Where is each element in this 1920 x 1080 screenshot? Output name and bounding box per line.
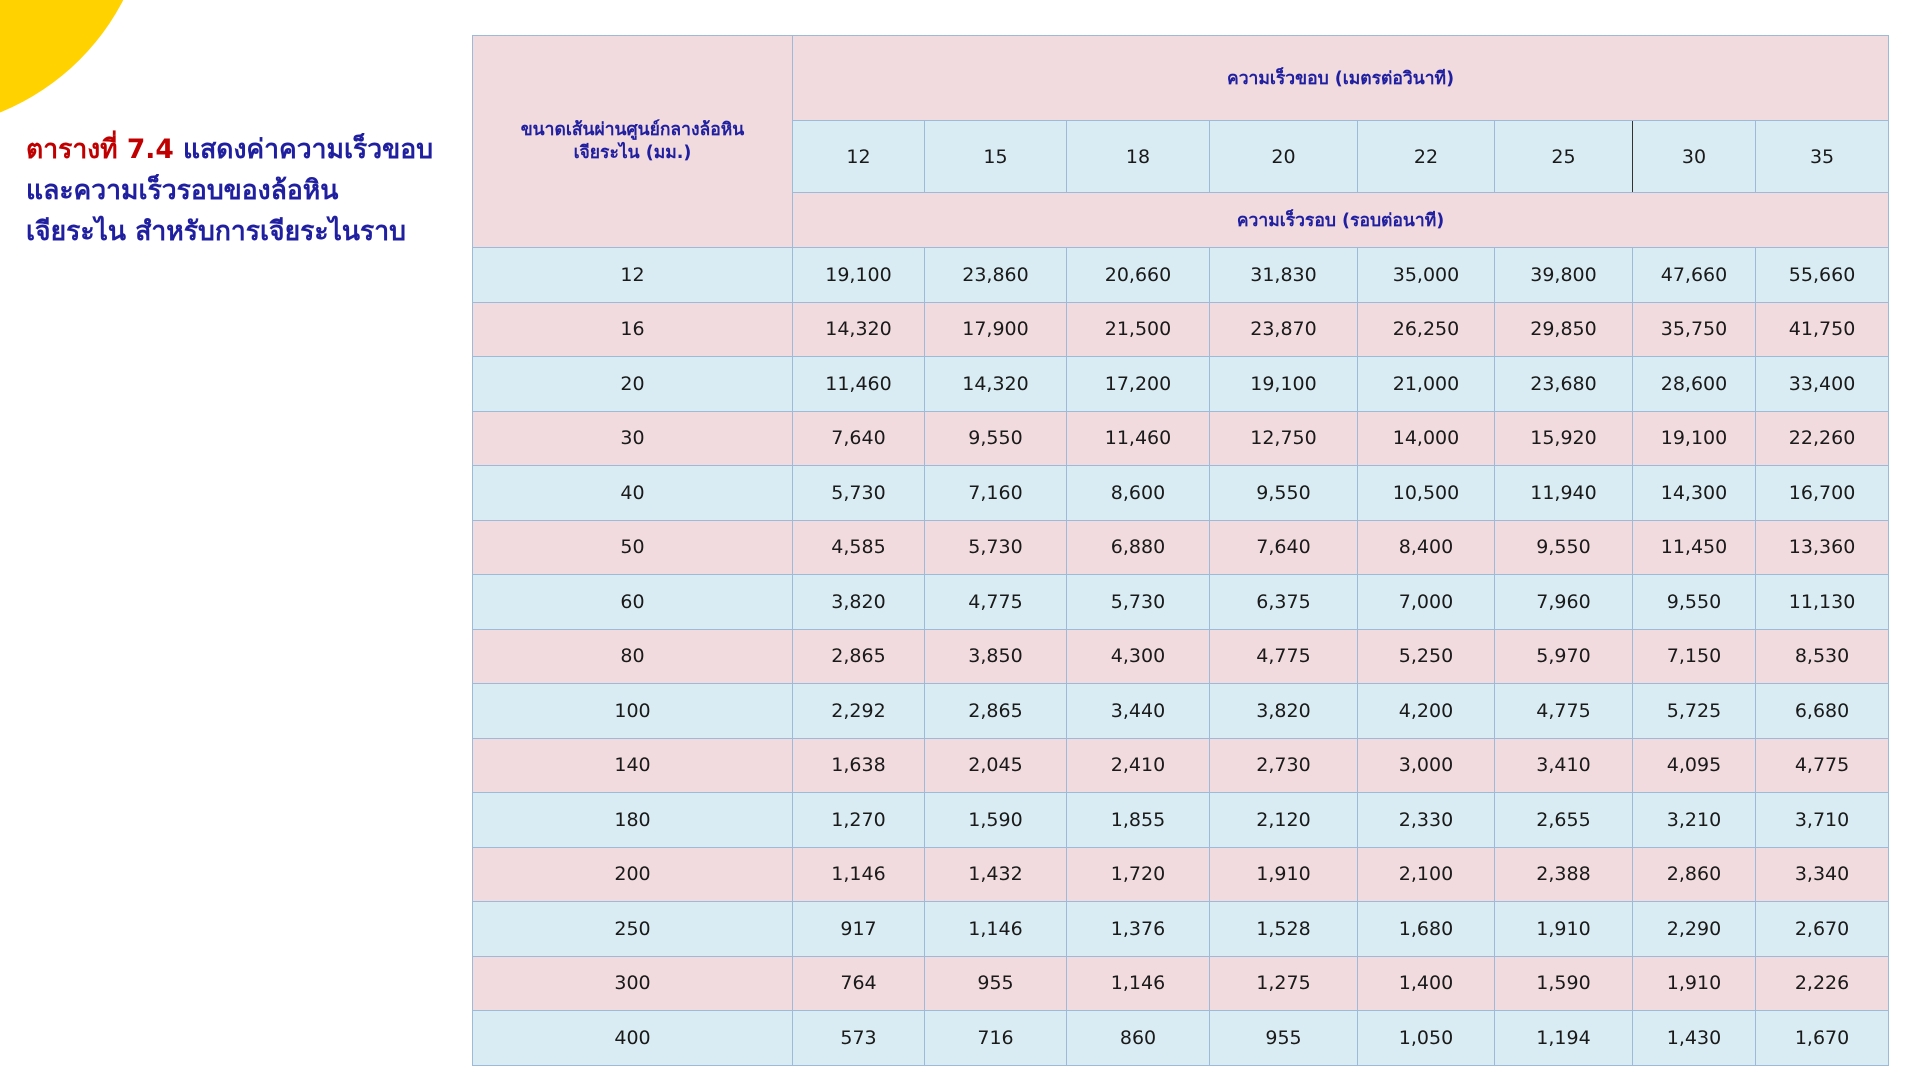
surface-speed-value: 20 bbox=[1210, 121, 1358, 193]
wheel-diameter-cell: 50 bbox=[473, 520, 793, 575]
rpm-value-cell: 21,000 bbox=[1358, 357, 1495, 412]
rpm-value-cell: 8,400 bbox=[1358, 520, 1495, 575]
table-row bbox=[473, 1011, 1889, 1066]
rpm-value-cell: 2,670 bbox=[1756, 902, 1889, 957]
rpm-value-cell: 10,500 bbox=[1358, 466, 1495, 521]
rpm-value-cell: 5,970 bbox=[1495, 629, 1633, 684]
rpm-value-cell: 5,730 bbox=[925, 520, 1067, 575]
rpm-value-cell: 5,730 bbox=[793, 466, 925, 521]
rpm-value-cell: 1,146 bbox=[793, 847, 925, 902]
surface-speed-value: 22 bbox=[1358, 121, 1495, 193]
rpm-value-cell: 2,865 bbox=[793, 629, 925, 684]
table-row bbox=[473, 357, 1889, 412]
rpm-value-cell: 2,290 bbox=[1633, 902, 1756, 957]
rpm-value-cell: 15,920 bbox=[1495, 411, 1633, 466]
table-row bbox=[473, 738, 1889, 793]
rpm-value-cell: 21,500 bbox=[1067, 302, 1210, 357]
decorative-yellow-arc bbox=[0, 0, 150, 130]
table-row bbox=[473, 956, 1889, 1011]
rpm-value-cell: 1,670 bbox=[1756, 1011, 1889, 1066]
wheel-diameter-cell: 30 bbox=[473, 411, 793, 466]
table-row bbox=[473, 302, 1889, 357]
rpm-value-cell: 1,432 bbox=[925, 847, 1067, 902]
rpm-value-cell: 860 bbox=[1067, 1011, 1210, 1066]
surface-speed-value: 30 bbox=[1633, 121, 1756, 193]
rpm-value-cell: 1,376 bbox=[1067, 902, 1210, 957]
rpm-value-cell: 39,800 bbox=[1495, 248, 1633, 303]
rpm-value-cell: 1,680 bbox=[1358, 902, 1495, 957]
wheel-diameter-header bbox=[473, 36, 793, 248]
rpm-value-cell: 19,100 bbox=[793, 248, 925, 303]
rpm-value-cell: 1,430 bbox=[1633, 1011, 1756, 1066]
rpm-value-cell: 1,910 bbox=[1633, 956, 1756, 1011]
rpm-value-cell: 11,450 bbox=[1633, 520, 1756, 575]
table-caption bbox=[26, 129, 486, 252]
rpm-value-cell: 11,130 bbox=[1756, 575, 1889, 630]
rpm-value-cell: 1,050 bbox=[1358, 1011, 1495, 1066]
rpm-value-cell: 5,250 bbox=[1358, 629, 1495, 684]
surface-speed-header: ความเร็วขอบ (เมตรต่อวินาที) bbox=[793, 36, 1889, 121]
rpm-value-cell: 2,100 bbox=[1358, 847, 1495, 902]
rpm-value-cell: 2,410 bbox=[1067, 738, 1210, 793]
rpm-value-cell: 16,700 bbox=[1756, 466, 1889, 521]
rpm-value-cell: 14,300 bbox=[1633, 466, 1756, 521]
rpm-value-cell: 23,870 bbox=[1210, 302, 1358, 357]
rpm-value-cell: 4,775 bbox=[1210, 629, 1358, 684]
rpm-value-cell: 917 bbox=[793, 902, 925, 957]
rpm-header: ความเร็วรอบ (รอบต่อนาที) bbox=[793, 193, 1889, 248]
rpm-value-cell: 3,000 bbox=[1358, 738, 1495, 793]
rpm-value-cell: 3,340 bbox=[1756, 847, 1889, 902]
rpm-value-cell: 14,000 bbox=[1358, 411, 1495, 466]
rpm-value-cell: 1,590 bbox=[1495, 956, 1633, 1011]
rpm-value-cell: 1,855 bbox=[1067, 793, 1210, 848]
rpm-value-cell: 4,200 bbox=[1358, 684, 1495, 739]
rpm-value-cell: 1,590 bbox=[925, 793, 1067, 848]
table-row bbox=[473, 793, 1889, 848]
rpm-value-cell: 4,775 bbox=[1756, 738, 1889, 793]
surface-speed-value: 18 bbox=[1067, 121, 1210, 193]
table-row bbox=[473, 684, 1889, 739]
wheel-diameter-cell: 300 bbox=[473, 956, 793, 1011]
rpm-value-cell: 3,850 bbox=[925, 629, 1067, 684]
rpm-value-cell: 2,655 bbox=[1495, 793, 1633, 848]
rpm-value-cell: 2,730 bbox=[1210, 738, 1358, 793]
rpm-value-cell: 6,375 bbox=[1210, 575, 1358, 630]
table-row bbox=[473, 575, 1889, 630]
rpm-value-cell: 14,320 bbox=[925, 357, 1067, 412]
rpm-value-cell: 17,900 bbox=[925, 302, 1067, 357]
rpm-value-cell: 22,260 bbox=[1756, 411, 1889, 466]
wheel-diameter-cell: 400 bbox=[473, 1011, 793, 1066]
rpm-value-cell: 11,940 bbox=[1495, 466, 1633, 521]
rpm-value-cell: 1,910 bbox=[1210, 847, 1358, 902]
rpm-value-cell: 3,710 bbox=[1756, 793, 1889, 848]
rpm-value-cell: 5,730 bbox=[1067, 575, 1210, 630]
rpm-value-cell: 9,550 bbox=[925, 411, 1067, 466]
wheel-diameter-cell: 16 bbox=[473, 302, 793, 357]
rpm-value-cell: 55,660 bbox=[1756, 248, 1889, 303]
table-body bbox=[473, 248, 1889, 1066]
table-row bbox=[473, 902, 1889, 957]
wheel-diameter-cell: 100 bbox=[473, 684, 793, 739]
rpm-value-cell: 31,830 bbox=[1210, 248, 1358, 303]
rpm-value-cell: 2,865 bbox=[925, 684, 1067, 739]
wheel-diameter-cell: 200 bbox=[473, 847, 793, 902]
wheel-diameter-header-line1: ขนาดเส้นผ่านศูนย์กลางล้อหิน bbox=[520, 119, 745, 140]
surface-speed-value: 15 bbox=[925, 121, 1067, 193]
rpm-value-cell: 573 bbox=[793, 1011, 925, 1066]
rpm-value-cell: 26,250 bbox=[1358, 302, 1495, 357]
surface-speed-value: 12 bbox=[793, 121, 925, 193]
rpm-value-cell: 14,320 bbox=[793, 302, 925, 357]
rpm-value-cell: 4,775 bbox=[925, 575, 1067, 630]
rpm-value-cell: 29,850 bbox=[1495, 302, 1633, 357]
surface-speed-value: 35 bbox=[1756, 121, 1889, 193]
rpm-value-cell: 13,360 bbox=[1756, 520, 1889, 575]
table-row bbox=[473, 466, 1889, 521]
rpm-value-cell: 2,330 bbox=[1358, 793, 1495, 848]
rpm-value-cell: 41,750 bbox=[1756, 302, 1889, 357]
rpm-value-cell: 17,200 bbox=[1067, 357, 1210, 412]
rpm-value-cell: 47,660 bbox=[1633, 248, 1756, 303]
rpm-value-cell: 2,226 bbox=[1756, 956, 1889, 1011]
rpm-value-cell: 3,410 bbox=[1495, 738, 1633, 793]
wheel-diameter-cell: 140 bbox=[473, 738, 793, 793]
rpm-value-cell: 35,750 bbox=[1633, 302, 1756, 357]
table-row bbox=[473, 629, 1889, 684]
rpm-value-cell: 7,960 bbox=[1495, 575, 1633, 630]
table-row bbox=[473, 411, 1889, 466]
rpm-value-cell: 19,100 bbox=[1633, 411, 1756, 466]
wheel-diameter-cell: 80 bbox=[473, 629, 793, 684]
rpm-value-cell: 7,160 bbox=[925, 466, 1067, 521]
rpm-value-cell: 4,300 bbox=[1067, 629, 1210, 684]
rpm-value-cell: 1,638 bbox=[793, 738, 925, 793]
rpm-value-cell: 11,460 bbox=[1067, 411, 1210, 466]
rpm-value-cell: 1,720 bbox=[1067, 847, 1210, 902]
wheel-diameter-cell: 250 bbox=[473, 902, 793, 957]
rpm-value-cell: 764 bbox=[793, 956, 925, 1011]
rpm-value-cell: 955 bbox=[925, 956, 1067, 1011]
rpm-value-cell: 33,400 bbox=[1756, 357, 1889, 412]
table-row bbox=[473, 248, 1889, 303]
wheel-diameter-cell: 60 bbox=[473, 575, 793, 630]
rpm-value-cell: 12,750 bbox=[1210, 411, 1358, 466]
rpm-value-cell: 9,550 bbox=[1633, 575, 1756, 630]
rpm-value-cell: 2,860 bbox=[1633, 847, 1756, 902]
wheel-diameter-cell: 180 bbox=[473, 793, 793, 848]
grinding-wheel-speed-table bbox=[472, 35, 1889, 1066]
rpm-value-cell: 1,270 bbox=[793, 793, 925, 848]
rpm-value-cell: 1,528 bbox=[1210, 902, 1358, 957]
rpm-value-cell: 6,880 bbox=[1067, 520, 1210, 575]
rpm-value-cell: 2,388 bbox=[1495, 847, 1633, 902]
rpm-value-cell: 2,292 bbox=[793, 684, 925, 739]
rpm-value-cell: 3,820 bbox=[1210, 684, 1358, 739]
rpm-value-cell: 8,600 bbox=[1067, 466, 1210, 521]
wheel-diameter-cell: 12 bbox=[473, 248, 793, 303]
rpm-value-cell: 955 bbox=[1210, 1011, 1358, 1066]
rpm-value-cell: 4,775 bbox=[1495, 684, 1633, 739]
rpm-value-cell: 1,146 bbox=[1067, 956, 1210, 1011]
rpm-value-cell: 1,194 bbox=[1495, 1011, 1633, 1066]
rpm-value-cell: 3,210 bbox=[1633, 793, 1756, 848]
rpm-value-cell: 23,860 bbox=[925, 248, 1067, 303]
rpm-value-cell: 7,640 bbox=[1210, 520, 1358, 575]
rpm-value-cell: 28,600 bbox=[1633, 357, 1756, 412]
caption-text-line1: แสดงค่าความเร็วขอบ bbox=[173, 134, 434, 165]
rpm-value-cell: 2,045 bbox=[925, 738, 1067, 793]
rpm-value-cell: 7,640 bbox=[793, 411, 925, 466]
caption-text-line2: และความเร็วรอบของล้อหิน bbox=[26, 175, 339, 206]
caption-label: ตารางที่ 7.4 bbox=[26, 134, 174, 165]
rpm-value-cell: 3,440 bbox=[1067, 684, 1210, 739]
rpm-value-cell: 1,146 bbox=[925, 902, 1067, 957]
table-row bbox=[473, 520, 1889, 575]
rpm-value-cell: 20,660 bbox=[1067, 248, 1210, 303]
rpm-value-cell: 716 bbox=[925, 1011, 1067, 1066]
caption-text-line3: เจียระไน สำหรับการเจียระไนราบ bbox=[26, 216, 406, 247]
wheel-diameter-cell: 40 bbox=[473, 466, 793, 521]
rpm-value-cell: 1,400 bbox=[1358, 956, 1495, 1011]
wheel-diameter-header-line2: เจียระไน (มม.) bbox=[573, 142, 692, 163]
surface-speed-value: 25 bbox=[1495, 121, 1633, 193]
rpm-value-cell: 7,000 bbox=[1358, 575, 1495, 630]
rpm-value-cell: 23,680 bbox=[1495, 357, 1633, 412]
rpm-value-cell: 1,910 bbox=[1495, 902, 1633, 957]
rpm-value-cell: 3,820 bbox=[793, 575, 925, 630]
rpm-value-cell: 9,550 bbox=[1495, 520, 1633, 575]
rpm-value-cell: 6,680 bbox=[1756, 684, 1889, 739]
rpm-value-cell: 7,150 bbox=[1633, 629, 1756, 684]
rpm-value-cell: 4,095 bbox=[1633, 738, 1756, 793]
rpm-value-cell: 19,100 bbox=[1210, 357, 1358, 412]
rpm-value-cell: 2,120 bbox=[1210, 793, 1358, 848]
rpm-value-cell: 8,530 bbox=[1756, 629, 1889, 684]
rpm-value-cell: 1,275 bbox=[1210, 956, 1358, 1011]
rpm-value-cell: 11,460 bbox=[793, 357, 925, 412]
rpm-value-cell: 5,725 bbox=[1633, 684, 1756, 739]
wheel-diameter-cell: 20 bbox=[473, 357, 793, 412]
rpm-value-cell: 35,000 bbox=[1358, 248, 1495, 303]
rpm-value-cell: 4,585 bbox=[793, 520, 925, 575]
rpm-value-cell: 9,550 bbox=[1210, 466, 1358, 521]
table-row bbox=[473, 847, 1889, 902]
